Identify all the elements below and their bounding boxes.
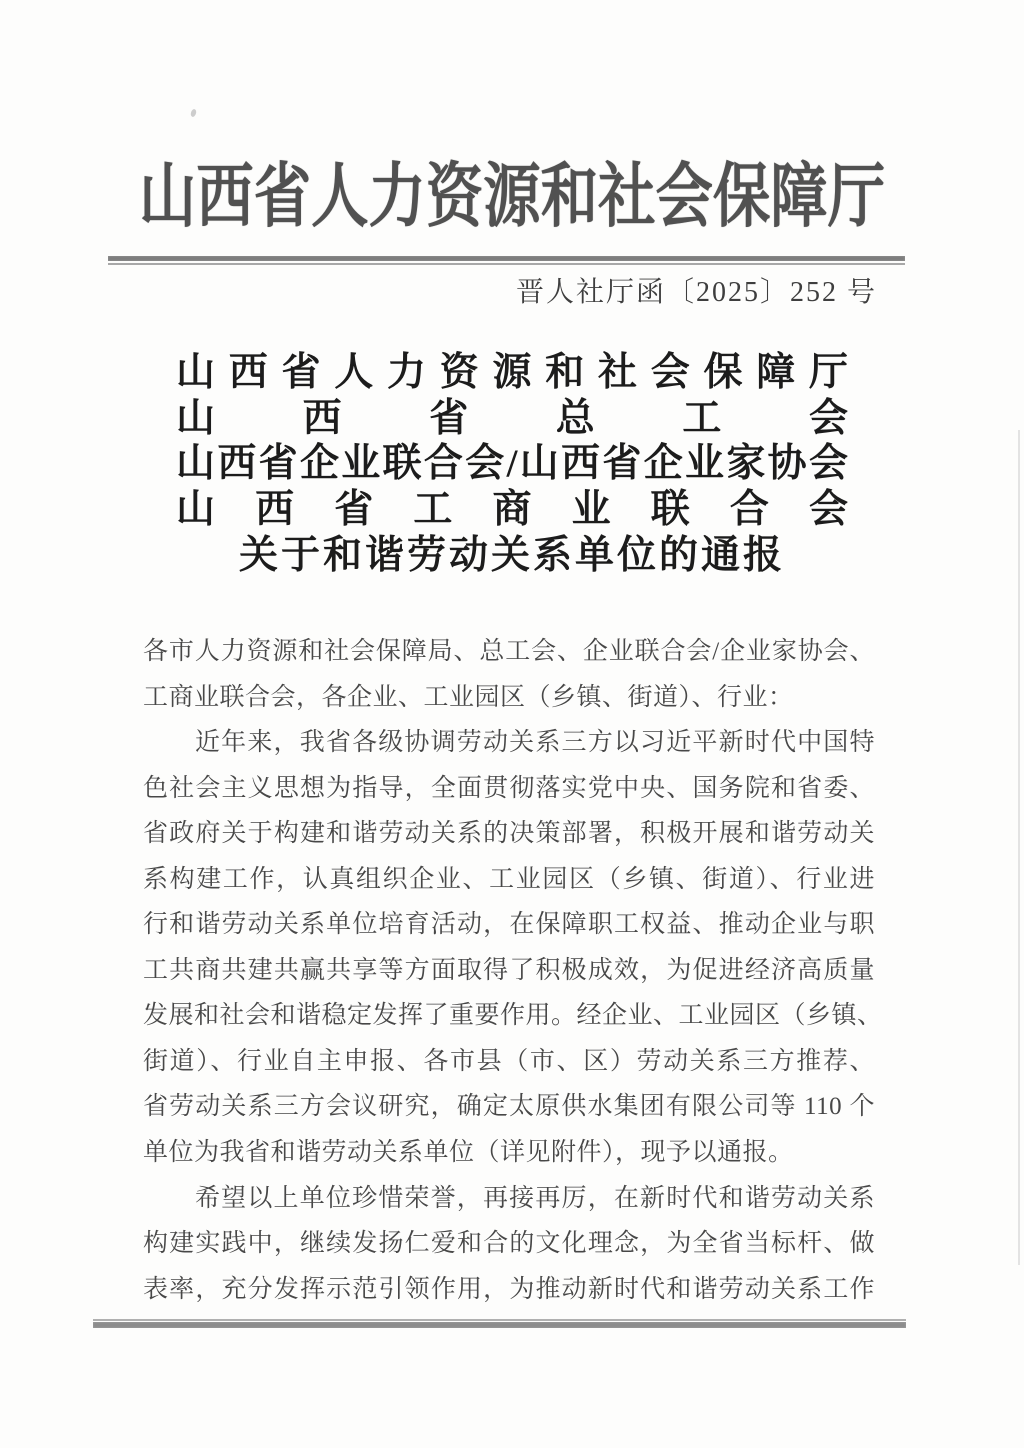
title-line-agency-2: 山西省总工会 [176, 396, 848, 440]
body-line: 街道）、行业自主申报、各市县（市、区）劳动关系三方推荐、 [143, 1047, 875, 1075]
scan-speck [190, 108, 197, 117]
body-line: 系构建工作，认真组织企业、工业园区（乡镇、街道）、行业进 [143, 865, 875, 893]
scan-fold-line [93, 1319, 906, 1328]
body-line: 发展和社会和谐稳定发挥了重要作用。经企业、工业园区（乡镇、 [143, 1002, 883, 1030]
divider-thin-line [108, 263, 905, 265]
body-line: 工商业联合会，各企业、工业园区（乡镇、街道）、行业： [143, 683, 794, 711]
body-line: 工共商共建共赢共享等方面取得了积极成效，为促进经济高质量 [143, 956, 875, 984]
body-line: 近年来，我省各级协调劳动关系三方以习近平新时代中国特 [195, 729, 875, 757]
title-line-agency-3: 山西省企业联合会/山西省企业家协会 [176, 442, 848, 486]
letterhead-divider [108, 256, 905, 265]
body-line: 构建实践中，继续发扬仁爱和合的文化理念，为全省当标杆、做 [143, 1230, 875, 1258]
body-line: 希望以上单位珍惜荣誉，再接再厉，在新时代和谐劳动关系 [195, 1184, 875, 1212]
title-line-subject: 关于和谐劳动关系单位的通报 [238, 533, 785, 577]
body-line: 省政府关于构建和谐劳动关系的决策部署，积极开展和谐劳动关 [143, 820, 875, 848]
body-line: 表率，充分发挥示范引领作用，为推动新时代和谐劳动关系工作 [143, 1275, 875, 1303]
body-text [143, 629, 883, 1312]
fold-line-thick [93, 1322, 906, 1328]
scan-edge-line [1018, 430, 1020, 1265]
body-line: 各市人力资源和社会保障局、总工会、企业联合会/企业家协会、 [143, 638, 875, 665]
title-line-agency-4: 山西省工商业联合会 [176, 488, 848, 532]
document-title-block [176, 350, 848, 578]
title-line-agency-1: 山西省人力资源和社会保障厅 [176, 351, 848, 394]
body-line: 行和谐劳动关系单位培育活动，在保障职工权益、推动企业与职 [143, 911, 875, 939]
body-line: 色社会主义思想为指导，全面贯彻落实党中央、国务院和省委、 [143, 774, 875, 802]
document-number: 晋人社厅函〔2025〕252 号 [515, 277, 877, 308]
body-line: 省劳动关系三方会议研究，确定太原供水集团有限公司等 110 个 [143, 1093, 875, 1121]
body-line: 单位为我省和谐劳动关系单位（详见附件），现予以通报。 [143, 1139, 794, 1167]
letterhead-title: 山西省人力资源和社会保障厅 [138, 159, 886, 236]
